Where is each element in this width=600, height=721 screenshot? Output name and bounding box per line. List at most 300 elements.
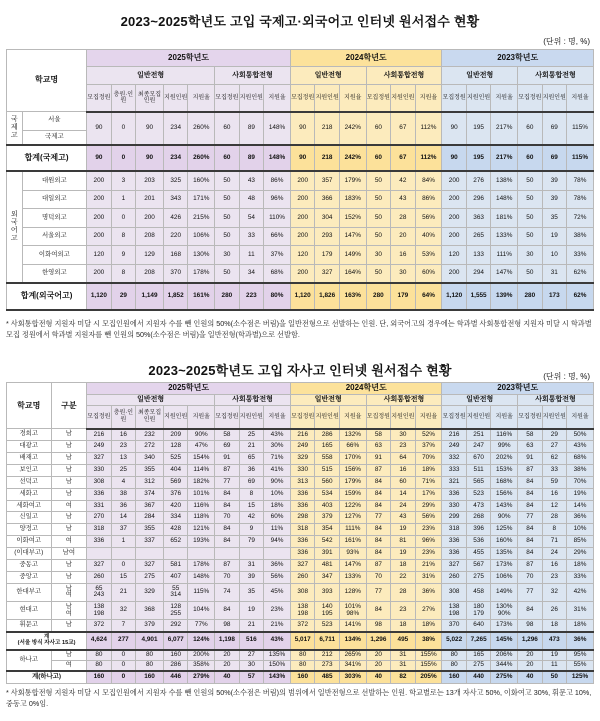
ja-cell: 318 <box>442 524 466 536</box>
ja-cell: 77 <box>366 583 390 601</box>
hana-sum-cell: 160 <box>87 671 111 683</box>
ja-cell: 29% <box>415 500 442 512</box>
ja-cell: 354 <box>315 524 339 536</box>
fl-cell: 200 <box>442 209 466 228</box>
subheader-recruit: 모집정원 <box>518 85 542 112</box>
ja-cell: 19 <box>391 547 415 559</box>
fl-cell: 200 <box>87 264 111 283</box>
fl-cell: 50 <box>518 227 542 246</box>
table2-footnote: * 사회통합전형 지원자 미달 시 모집인원에서 지원자 수를 뺀 인원의 50%(소수점은 버림)의 범위에서 일반전형으로 선발하는 인원. 학교별로는 13개 자사고 50%, 이화여고 30%, 휘문고 10%, 중동고 0%임. <box>6 688 592 709</box>
ja-sum-cell: 4,624 <box>87 632 111 650</box>
ja-cell: 116% <box>491 429 518 441</box>
fl-sum-cell: 1,120 <box>442 283 466 310</box>
hana-cell: 155% <box>415 650 442 661</box>
ja-cell: 133% <box>339 571 366 583</box>
school-name: 한영외고 <box>22 264 87 283</box>
ja-cell: 21% <box>415 559 442 571</box>
ja-cell: 284 <box>136 512 164 524</box>
intl-cell: 90 <box>136 112 164 145</box>
ja-cell: 308 <box>290 583 314 601</box>
ja-cell: 121% <box>188 524 215 536</box>
fl-cell: 181% <box>491 209 518 228</box>
subheader-rate: 지원율 <box>264 85 291 112</box>
table-row <box>7 453 594 465</box>
hana-sum-cell: 485 <box>315 671 339 683</box>
ja-cell: 379 <box>315 512 339 524</box>
ja-cell <box>87 547 111 559</box>
ja-cell: 36% <box>567 512 594 524</box>
hana-cell: 20 <box>215 661 239 672</box>
subheader-applicants: 지원인원 <box>239 405 263 429</box>
fl-cell: 86% <box>415 190 442 209</box>
ja-cell: 15 <box>111 571 135 583</box>
fl-sum-cell: 80% <box>264 283 291 310</box>
subheader-recruit: 모집정원 <box>87 405 111 429</box>
ja-cell: 336 <box>290 536 314 548</box>
hana-cell: 344% <box>491 661 518 672</box>
ja-cell: 156% <box>339 464 366 476</box>
ja-cell: 370 <box>442 620 466 632</box>
fl-cell: 168 <box>163 246 187 265</box>
ja-cell: 32 <box>542 583 566 601</box>
ja-sum-cell: 1,296 <box>518 632 542 650</box>
ja-cell: 270 <box>87 512 111 524</box>
ja-cell: 65 <box>239 453 263 465</box>
fl-cell: 120 <box>290 246 314 265</box>
gender: 남 <box>51 441 87 453</box>
fl-sum-cell: 161% <box>188 283 215 310</box>
fl-cell: 50 <box>366 171 390 190</box>
ja-cell: 84 <box>518 536 542 548</box>
ja-cell: 16 <box>391 464 415 476</box>
ja-cell: 99% <box>491 441 518 453</box>
ja-cell: 330 <box>290 464 314 476</box>
subheader-recruit: 모집정원 <box>215 405 239 429</box>
ja-cell: 84 <box>518 500 542 512</box>
table-row <box>7 661 594 672</box>
ja-cell: 511 <box>466 464 490 476</box>
t2-2024-social: 사회통합전형 <box>366 394 442 405</box>
school-name: 하나고 <box>7 650 52 672</box>
hana-cell: 20 <box>518 661 542 672</box>
ja-cell: 31% <box>567 601 594 619</box>
ja-cell: 565 <box>466 476 490 488</box>
ja-cell: 90% <box>188 429 215 441</box>
table1-unit: (단위 : 명, %) <box>543 37 590 46</box>
table-row <box>7 650 594 661</box>
ja-cell: 60 <box>391 476 415 488</box>
ja-cell: 84 <box>366 476 390 488</box>
hana-sum-cell: 303% <box>339 671 366 683</box>
ja-cell <box>136 547 164 559</box>
table-row <box>7 601 594 619</box>
ja-cell: 260 <box>87 571 111 583</box>
fl-cell: 78% <box>567 190 594 209</box>
ja-cell: 16 <box>111 429 135 441</box>
ja-sum-cell: 1,296 <box>366 632 390 650</box>
fl-cell: 200 <box>290 264 314 283</box>
hana-cell: 27 <box>239 650 263 661</box>
ja-cell: 84 <box>366 524 390 536</box>
ja-cell: 122% <box>339 500 366 512</box>
ja-cell: 327 <box>87 453 111 465</box>
fl-cell: 50 <box>518 190 542 209</box>
fl-cell: 39 <box>542 171 566 190</box>
hana-cell: 20 <box>215 650 239 661</box>
ja-cell: 4 <box>111 476 135 488</box>
fl-cell: 208 <box>136 227 164 246</box>
ja-cell: 128 255 <box>163 601 187 619</box>
ja-cell: 336 <box>290 500 314 512</box>
ja-cell: 74 <box>215 583 239 601</box>
ja-cell: 70 <box>518 571 542 583</box>
ja-cell: 91 <box>518 453 542 465</box>
intl-sum-cell: 90 <box>136 145 164 172</box>
ja-cell: 331 <box>87 500 111 512</box>
ja-cell: 96% <box>415 536 442 548</box>
ja-cell: 138 198 <box>87 601 111 619</box>
ja-cell: 652 <box>163 536 187 548</box>
gender: 남 <box>51 453 87 465</box>
intl-cell: 90 <box>290 112 314 145</box>
ja-cell: 138 198 <box>442 601 466 619</box>
ja-cell: 31% <box>415 571 442 583</box>
ja-cell: 182% <box>188 476 215 488</box>
fl-cell: 33% <box>567 246 594 265</box>
fl-sum-cell: 163% <box>339 283 366 310</box>
fl-cell: 201 <box>136 190 164 209</box>
fl-cell: 50 <box>366 209 390 228</box>
ja-cell: 25 <box>111 464 135 476</box>
ja-cell: 209 <box>163 429 187 441</box>
subheader-recruit: 모집정원 <box>518 405 542 429</box>
ja-cell: 25 <box>239 429 263 441</box>
fl-cell: 34 <box>239 264 263 283</box>
ja-cell: 84 <box>518 524 542 536</box>
fl-cell: 215% <box>188 209 215 228</box>
ja-cell: 60% <box>264 512 291 524</box>
ja-sum-cell: 6,711 <box>315 632 339 650</box>
hana-cell: 286 <box>163 661 187 672</box>
ja-cell: 534 <box>315 488 339 500</box>
ja-cell: 38% <box>567 464 594 476</box>
school-name: 국제고 <box>22 130 87 144</box>
t2-header-gubun: 구분 <box>51 383 87 429</box>
intl-sum-cell: 89 <box>239 145 263 172</box>
ja-cell: 391 <box>315 547 339 559</box>
ja-cell: 318 <box>87 524 111 536</box>
fl-cell: 200 <box>442 190 466 209</box>
intl-sum-cell: 69 <box>542 145 566 172</box>
fl-cell: 357 <box>315 171 339 190</box>
ja-cell: 670 <box>466 453 490 465</box>
ja-cell: 70 <box>366 571 390 583</box>
ja-cell: 13 <box>111 453 135 465</box>
ja-cell: 111% <box>339 524 366 536</box>
subheader-recruit: 모집정원 <box>290 85 314 112</box>
subheader-rate: 지원율 <box>188 85 215 112</box>
ja-cell: 558 <box>315 453 339 465</box>
hana-cell: 358% <box>188 661 215 672</box>
ja-cell: 321 <box>442 476 466 488</box>
ja-sum-cell: 5,017 <box>290 632 314 650</box>
ja-cell: 23 <box>391 601 415 619</box>
ja-cell: 17% <box>415 488 442 500</box>
ja-cell: 28 <box>542 512 566 524</box>
fl-cell: 200 <box>290 171 314 190</box>
ja-cell: 87 <box>518 559 542 571</box>
gender: 남 <box>51 512 87 524</box>
ja-cell: 138 198 <box>290 601 314 619</box>
ja-cell: 403 <box>315 500 339 512</box>
ja-cell: 16 <box>542 559 566 571</box>
ja-cell: 140 195 <box>315 601 339 619</box>
ja-cell: 77 <box>215 476 239 488</box>
subheader-applicants: 지원인원 <box>239 85 263 112</box>
ja-cell: 77 <box>366 512 390 524</box>
ja-cell: 23 <box>111 441 135 453</box>
ja-cell: 91 <box>215 453 239 465</box>
ja-cell <box>111 547 135 559</box>
fl-cell: 33 <box>239 227 263 246</box>
ja-cell: 313 <box>290 476 314 488</box>
fl-cell: 50 <box>215 171 239 190</box>
school-name: 중동고 <box>7 559 52 571</box>
fl-cell: 200 <box>87 190 111 209</box>
intl-cell: 60 <box>366 112 390 145</box>
ja-cell: 84 <box>215 601 239 619</box>
fl-cell: 9 <box>111 246 135 265</box>
fl-cell: 220 <box>163 227 187 246</box>
ja-cell: 87 <box>366 464 390 476</box>
fl-cell: 200 <box>290 227 314 246</box>
ja-cell: 79 <box>239 536 263 548</box>
ja-cell: 84 <box>518 601 542 619</box>
sum-label: 합계(외국어고) <box>7 283 87 310</box>
intl-cell: 195 <box>466 112 490 145</box>
ja-cell: 135% <box>491 547 518 559</box>
hana-cell: 55% <box>567 661 594 672</box>
ja-cell: 21 <box>111 583 135 601</box>
table-row <box>7 547 594 559</box>
hana-sum-cell: 82 <box>391 671 415 683</box>
intl-sum-cell: 234 <box>163 145 187 172</box>
fl-sum-cell: 280 <box>215 283 239 310</box>
subheader-rate: 지원율 <box>415 85 442 112</box>
ja-cell: 173% <box>491 620 518 632</box>
fl-cell: 120 <box>87 246 111 265</box>
table1 <box>6 49 594 311</box>
fl-cell: 48 <box>239 190 263 209</box>
ja-cell: 569 <box>163 476 187 488</box>
ja-cell: 327 <box>290 559 314 571</box>
fl-cell: 120 <box>442 246 466 265</box>
school-name: 중앙고 <box>7 571 52 583</box>
hana-cell: 80 <box>290 661 314 672</box>
subheader-recruit: 모집정원 <box>87 85 111 112</box>
fl-sum-cell: 29 <box>111 283 135 310</box>
school-name: 이화여외고 <box>22 246 87 265</box>
hana-cell: 80 <box>442 650 466 661</box>
subheader-recruit: 모집정원 <box>366 405 390 429</box>
intl-cell: 242% <box>339 112 366 145</box>
ja-cell: 63 <box>366 441 390 453</box>
subheader-recruit: 모집정원 <box>442 85 466 112</box>
intl-sum-cell: 60 <box>215 145 239 172</box>
ja-cell: 68% <box>567 453 594 465</box>
ja-cell: 81 <box>391 536 415 548</box>
ja-cell: 159% <box>339 488 366 500</box>
hana-sum-cell: 40 <box>518 671 542 683</box>
subheader-transfer: 충원·인원 <box>111 405 135 429</box>
table1-footnote: * 사회통합전형 지원자 미달 시 모집인원에서 지원자 수를 뺀 인원의 50%(소수점은 버림)을 일반전형으로 선발하는 인원. 단, 외국어고의 경우에는 학과별 사회통합전형 지원자 미달 시 학과별 모집 정원에서 학과별 지원자를 뺀 인원의 50%(소수점은 버림)을 일반전형(학과별)으로 선발함. <box>6 319 592 340</box>
ja-sum-cell: 145% <box>491 632 518 650</box>
ja-cell <box>239 547 263 559</box>
ja-cell: 62 <box>542 453 566 465</box>
ja-cell: 428 <box>163 524 187 536</box>
intl-cell: 60 <box>215 112 239 145</box>
ja-cell: 337 <box>136 536 164 548</box>
ja-cell: 42% <box>567 583 594 601</box>
ja-cell: 251 <box>466 429 490 441</box>
school-name: 세화고 <box>7 488 52 500</box>
ja-cell: 66% <box>339 441 366 453</box>
table1-title: 2023~2025학년도 고입 국제고·외국어고 인터넷 원서접수 현황 <box>120 14 480 29</box>
ja-cell: 333 <box>442 464 466 476</box>
intl-cell: 69 <box>542 112 566 145</box>
ja-cell: 84 <box>215 500 239 512</box>
subheader-applicants: 지원인원 <box>542 85 566 112</box>
table-row <box>7 571 594 583</box>
ja-cell: 523 <box>315 620 339 632</box>
fl-cell: 50 <box>215 227 239 246</box>
fl-cell: 178% <box>188 264 215 283</box>
intl-sum-cell: 195 <box>466 145 490 172</box>
fl-cell: 183% <box>339 190 366 209</box>
fl-cell: 56% <box>415 209 442 228</box>
ja-cell: 173% <box>491 559 518 571</box>
fl-cell: 42 <box>391 171 415 190</box>
ja-cell: 77 <box>518 583 542 601</box>
ja-cell: 64 <box>391 453 415 465</box>
ja-cell: 69 <box>215 441 239 453</box>
fl-sum-cell: 280 <box>366 283 390 310</box>
ja-cell: 329 <box>290 453 314 465</box>
ja-cell: 308 <box>87 476 111 488</box>
ja-cell: 23 <box>542 571 566 583</box>
hana-cell: 212 <box>315 650 339 661</box>
subheader-applicants: 지원인원 <box>466 405 490 429</box>
fl-cell: 50 <box>366 264 390 283</box>
ja-cell: 116% <box>188 500 215 512</box>
table2-unit: (단위 : 명, %) <box>543 372 590 381</box>
ja-cell: 334 <box>163 512 187 524</box>
ja-sum-cell: 516 <box>239 632 263 650</box>
ja-cell: 84 <box>518 547 542 559</box>
fl-cell: 30 <box>518 246 542 265</box>
hana-cell: 155% <box>415 661 442 672</box>
fl-cell: 0 <box>111 209 135 228</box>
ja-cell: 30% <box>264 441 291 453</box>
school-name: 서울 <box>22 112 87 131</box>
intl-sum-cell: 67 <box>391 145 415 172</box>
ja-cell: 18% <box>415 464 442 476</box>
gender: 남 <box>51 559 87 571</box>
ja-sum-cell: 473 <box>542 632 566 650</box>
t2-header-school: 학교명 <box>7 383 52 429</box>
ja-cell: 15 <box>239 500 263 512</box>
intl-sum-cell: 0 <box>111 145 135 172</box>
intl-sum-cell: 148% <box>264 145 291 172</box>
fl-sum-cell: 1,826 <box>315 283 339 310</box>
ja-cell: 98 <box>518 620 542 632</box>
subheader-applicants: 지원인원 <box>466 85 490 112</box>
ja-cell <box>215 547 239 559</box>
ja-cell: 22 <box>391 571 415 583</box>
ja-cell: 59 <box>542 476 566 488</box>
ja-cell: 275 <box>136 571 164 583</box>
ja-cell: 336 <box>87 488 111 500</box>
fl-cell: 50 <box>366 227 390 246</box>
t1-2024-general: 일반전형 <box>290 66 366 85</box>
ja-cell: 336 <box>442 547 466 559</box>
ja-sum-cell: 5,022 <box>442 632 466 650</box>
fl-cell: 16 <box>391 246 415 265</box>
ja-cell: 33% <box>567 571 594 583</box>
ja-cell: 70 <box>215 571 239 583</box>
ja-cell: 542 <box>315 536 339 548</box>
ja-cell: 31 <box>239 559 263 571</box>
ja-sum-cell: 7,265 <box>466 632 490 650</box>
subheader-rate: 지원율 <box>567 405 594 429</box>
ja-cell: 132% <box>339 429 366 441</box>
fl-cell: 327 <box>315 264 339 283</box>
sum-row <box>7 632 594 650</box>
sum-row <box>7 671 594 683</box>
ja-cell: 36% <box>415 583 442 601</box>
subheader-applicants: 지원인원 <box>391 405 415 429</box>
ja-cell: 101% 98% <box>339 601 366 619</box>
subheader-recruit: 모집정원 <box>215 85 239 112</box>
ja-cell: 455 <box>466 547 490 559</box>
ja-cell: 98 <box>366 620 390 632</box>
gender: 여 <box>51 536 87 548</box>
ja-cell: 355 <box>136 524 164 536</box>
fl-cell: 200 <box>442 264 466 283</box>
fl-cell: 50 <box>215 209 239 228</box>
table-row <box>7 583 594 601</box>
intl-cell: 0 <box>111 112 135 145</box>
intl-cell: 90 <box>442 112 466 145</box>
ja-cell: 36 <box>111 500 135 512</box>
fl-cell: 31 <box>542 264 566 283</box>
intl-cell: 218 <box>315 112 339 145</box>
ja-cell: 525 <box>163 453 187 465</box>
intl-cell: 115% <box>567 112 594 145</box>
subheader-applicants: 지원인원 <box>542 405 566 429</box>
hana-cell: 31 <box>391 661 415 672</box>
intl-sum-cell: 90 <box>442 145 466 172</box>
group-label-foreign: 외 국 어 고 <box>7 171 23 283</box>
fl-cell: 363 <box>466 209 490 228</box>
ja-cell: 292 <box>163 620 187 632</box>
ja-cell: 247 <box>466 441 490 453</box>
ja-cell: 299 <box>442 512 466 524</box>
ja-cell: 65 243 <box>87 583 111 601</box>
ja-cell: 9 <box>239 524 263 536</box>
ja-cell: 536 <box>466 536 490 548</box>
ja-cell: 39 <box>239 571 263 583</box>
